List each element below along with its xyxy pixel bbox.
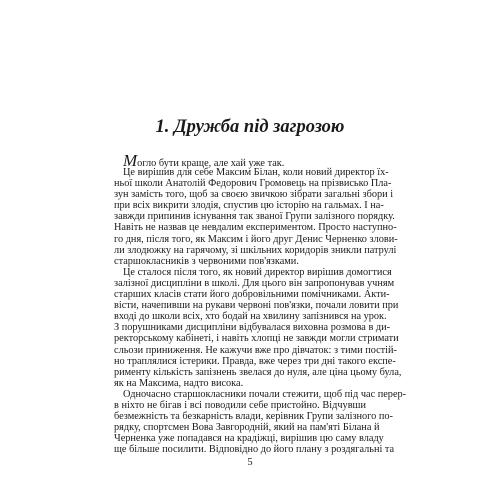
text-line — [114, 422, 380, 434]
text-line — [114, 378, 366, 389]
text-line — [114, 333, 399, 345]
text-line — [114, 388, 407, 400]
line-text: ньої школи Анатолій Федорович Громовець на прізвисько Пла- — [114, 178, 392, 190]
line-text: завжди припинив існування так званої Групи залізного порядку. — [114, 211, 395, 223]
line-text: вході до школи всіх, хто бодай на хвилину запізнився на урок. — [114, 311, 387, 323]
text-line — [114, 200, 384, 212]
text-line — [114, 211, 395, 223]
text-line — [114, 151, 366, 170]
line-text: но траплялися істерики. Правда, вже через три дні такого експе- — [114, 355, 396, 367]
line-text: старшокласників з червоними пов'язками. — [114, 255, 299, 267]
line-text: ли злодюжку на гарячому, зі шкільних коридорів зникли патрулі — [114, 244, 397, 256]
line-text: безмежність та безкарність влади, керівник Групи залізного по- — [114, 411, 393, 423]
line-text: Одночасно старшокласники почали стежити, щоб під час перер- — [123, 388, 407, 400]
line-text: огло бути краще, але хай уже так. — [137, 158, 285, 169]
text-line — [114, 366, 402, 378]
chapter-title: 1. Дружба під загрозою — [155, 117, 345, 137]
line-text: З порушниками дисципліни відбувалася виховна розмова в ди- — [114, 322, 391, 334]
text-line — [114, 355, 396, 367]
line-text: Це вирішив для себе Максим Білан, коли новий директор їх- — [123, 167, 389, 178]
paragraph — [114, 266, 402, 389]
line-text: го дня, після того, як Максим і його друг Денис Черненко злови- — [114, 233, 398, 245]
line-text: як на Максима, надто висока. — [114, 377, 244, 389]
text-line — [114, 444, 395, 456]
text-line — [114, 400, 366, 411]
page-number: 5 — [247, 457, 253, 468]
text-line — [114, 189, 394, 201]
line-text: залізної дисципліни в школі. Для цього він запропонував учням — [114, 277, 395, 289]
line-text: в ніхто не бігав і всі поводили себе пристойно. Відчувши — [114, 399, 366, 411]
text-line — [114, 233, 398, 245]
line-text: вісти, начепивши на рукави червоні пов'язки, почали ловити при — [114, 300, 399, 312]
text-line — [114, 411, 393, 423]
line-text: сльози приниження. Не кажучи вже про дівчаток: з тими постій- — [114, 344, 397, 356]
text-line — [114, 344, 397, 356]
line-text: рядку, спортсмен Вова Завгородній, який на пам'яті Білана й — [114, 422, 380, 434]
text-line — [114, 167, 389, 178]
paragraph — [114, 167, 398, 267]
text-line — [114, 311, 387, 323]
text-line — [114, 178, 392, 190]
line-text: Це сталося після того, як новий директор вирішив домогтися — [123, 266, 392, 278]
text-line — [114, 266, 392, 278]
line-text: зун замість того, щоб за своєю звичкою зібрати загальні збори і — [114, 189, 394, 201]
line-text: рименту кількість запізнень звелася до нуля, але ціна цьому була, — [114, 366, 402, 378]
text-line — [114, 222, 397, 234]
text-line — [114, 244, 397, 256]
paragraph — [114, 151, 366, 170]
line-text: Черненка уже попадався на крадіжці, вирішив цю саму владу — [114, 433, 384, 445]
paragraph — [114, 388, 407, 456]
line-text: Навіть не назвав це невдалим експериментом. Просто наступно- — [114, 222, 397, 234]
text-line — [114, 277, 395, 289]
drop-cap: М — [123, 151, 138, 170]
body-text — [114, 151, 407, 456]
text-line — [114, 300, 399, 312]
text-line — [114, 322, 391, 334]
text-line — [114, 256, 366, 267]
line-text: старших класів стати його добровільними помічниками. Акти- — [114, 289, 390, 301]
text-line — [114, 433, 384, 445]
line-text: ще більше посилити. Відповідно до його плану з роздягальні та — [114, 444, 395, 456]
text-line — [114, 289, 390, 301]
line-text: при всіх викрити злодія, спустив цю історію на гальмах. І на- — [114, 200, 384, 212]
line-text: ректорському кабінеті, і навіть хлопці не завжди могли стримати — [114, 333, 399, 345]
